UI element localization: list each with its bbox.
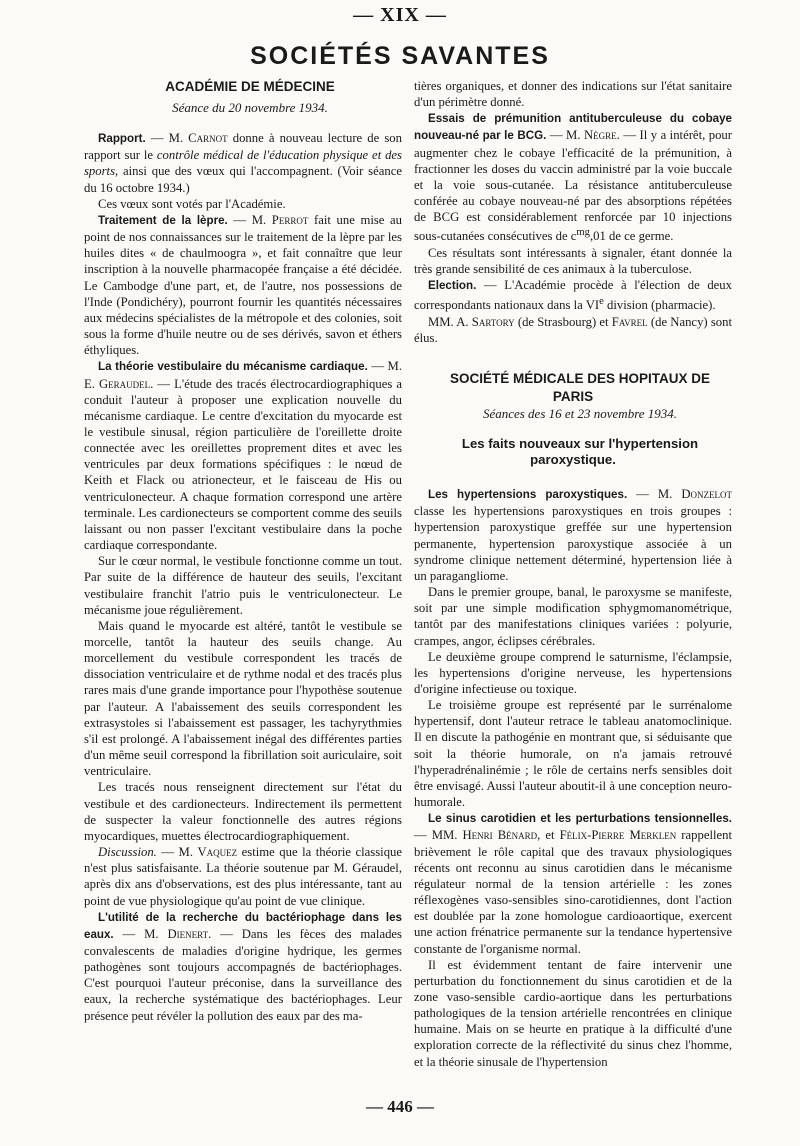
paragraph-premier-groupe: Dans le premier groupe, banal, le paroxysme se manifeste, soit par une simple modification sphygmomanométrique, tantôt par des manifestations cliniques variées : polyurie, crampes, angor, éclipses cérébrales. bbox=[414, 585, 732, 648]
paragraph-coeur-normal: Sur le cœur normal, le vestibule fonctionne comme un tout. Par suite de la différence de hauteur des seuils, l'excitant vestibulaire franchit l'atrio puis le ventriculonecteur. Le mécanisme joue régulièrement. bbox=[84, 554, 402, 617]
paragraph-bacteriophage bbox=[84, 909, 402, 1024]
session-date: Séance du 20 novembre 1934. bbox=[172, 100, 328, 115]
text: classe les hypertensions paroxystiques en trois groupes : hypertension paroxystique greffée sur une hypertension permanente, hypertension paroxystique associée à un syndrome clinique nettement déterminé, hypertension liée à un paragangliome. bbox=[414, 504, 732, 583]
text: — M. bbox=[627, 487, 682, 502]
paragraph-vestibulaire bbox=[84, 358, 402, 553]
text: . — Il y a intérêt, pour augmenter chez le cobaye l'efficacité de la prémunition, à fractionner les doses du vaccin administré par la voie buccale et la voie sous-cutanée. La résistance antituberculeuse conférée au cobaye nouveau-né par des absorptions répétées de BCG est considérablement renforcée par 10 injections sous-cutanées consécutives de c bbox=[414, 128, 733, 244]
paragraph-elus bbox=[414, 314, 732, 346]
text: — M. bbox=[113, 926, 168, 941]
right-column bbox=[414, 78, 732, 1070]
paragraph-perturbation: Il est évidemment tentant de faire intervenir une perturbation du fonctionnement du sinus carotidien et de la zone vaso-sensible cardio-aortique dans les perturbations pathologiques de la tension artérielle rencontrées en clinique humaine. Mais on se heurte en pratique à la difficulté d'une exploration correcte de la réflectivité du sinus chez l'homme, et la théorie sinusale de l'hypertension bbox=[414, 957, 732, 1069]
text: — M. bbox=[145, 131, 189, 146]
paragraph-discussion bbox=[84, 844, 402, 909]
paragraph-traces: Les tracés nous renseignent directement sur l'état du vestibule et des cardionecteurs. Indirectement ils permettent de suspecter la valeur fonctionnelle des autres régions myocardiques, muettes électrocardiographiquement. bbox=[84, 780, 402, 843]
paragraph-resultats: Ces résultats sont intéressants à signaler, étant donnée la très grande sensibilité de ces animaux à la tuberculose. bbox=[414, 245, 732, 276]
author-name: Dienert bbox=[167, 926, 209, 941]
paragraph-continuation: tières organiques, et donner des indications sur l'état sanitaire d'un périmètre donné. bbox=[414, 79, 732, 110]
paragraph-bcg bbox=[414, 110, 732, 244]
paragraph-election bbox=[414, 277, 732, 314]
left-column bbox=[84, 78, 402, 1024]
page-title: SOCIÉTÉS SAVANTES bbox=[250, 42, 550, 70]
superscript: e bbox=[599, 296, 604, 308]
text: — M. bbox=[227, 212, 272, 227]
section-heading-academie: ACADÉMIE DE MÉDECINE bbox=[165, 79, 335, 94]
text: — L'Académie procède à l'élection de deux correspondants nationaux dans la VI bbox=[414, 278, 732, 313]
author-name: Favrel bbox=[611, 314, 648, 329]
runin-title: Essais de prémunition antituberculeuse du cobaye nouveau-né par le BCG. bbox=[414, 112, 732, 143]
text: rappellent brièvement le rôle capital que des travaux physiologiques récents ont reconnu au sinus carotidien dans le mécanisme régulateur normal de la tension artérielle : les zones réflexogènes vaso-sensibles sino-carotidiennes, dont l'action est doublée par la zone homologue cardioaortique, exercent une action frénatrice permanente sur la tendance hypertensive constante de l'organisme normal. bbox=[414, 828, 732, 956]
folio-header: — XIX — bbox=[353, 4, 447, 26]
paragraph-troisieme-groupe: Le troisième groupe est représenté par le surrénalome hypertensif, dont l'auteur retrace le tableau anatomoclinique. Il en discute la pathogénie en montrant que, si séduisante que soit la théorie humorale, on n'a jamais retrouvé l'hyperadrénalinémie ; le rôle de certains nerfs sensibles doit être envisagé. Aussi l'auteur aboutit-il à une conception neuro-humorale. bbox=[414, 698, 732, 810]
paragraph-sinus-carotidien bbox=[414, 810, 732, 956]
paragraph-lepre bbox=[84, 212, 402, 358]
text: — MM. bbox=[414, 828, 463, 843]
italic-title: Discussion. bbox=[98, 845, 157, 860]
subsection-heading: Les faits nouveaux sur l'hypertension paroxystique. bbox=[461, 436, 699, 468]
runin-title: La théorie vestibulaire du mécanisme cardiaque. bbox=[98, 360, 368, 374]
text: MM. A. bbox=[428, 314, 472, 329]
paragraph-deuxieme-groupe: Le deuxième groupe comprend le saturnisme, l'éclampsie, les hypertensions d'origine nerveuse, les hypertensions d'origine infectieuse ou toxique. bbox=[414, 649, 732, 696]
runin-title: Les hypertensions paroxystiques. bbox=[428, 488, 628, 502]
author-name: Donzelot bbox=[681, 487, 732, 502]
runin-title: Le sinus carotidien et les perturbations tensionnelles. bbox=[428, 812, 732, 826]
superscript: mg bbox=[576, 227, 590, 239]
paragraph-voeux: Ces vœux sont votés par l'Académie. bbox=[98, 196, 286, 211]
text: — M. bbox=[156, 845, 198, 860]
text: ,01 de ce germe. bbox=[589, 229, 674, 244]
runin-title: L'utilité de la recherche du bactériophage dans les eaux. bbox=[84, 910, 402, 941]
section-heading-hopitaux: SOCIÉTÉ MÉDICALE DES HOPITAUX DE PARIS bbox=[449, 370, 711, 404]
author-name: Carnot bbox=[188, 131, 228, 146]
text: donne à nouveau lecture de son rapport sur le bbox=[84, 131, 402, 163]
paragraph-rapport bbox=[84, 130, 402, 196]
page-number: — 446 — bbox=[366, 1097, 434, 1116]
text: — M. bbox=[546, 128, 584, 143]
runin-title: Election. bbox=[428, 279, 477, 293]
runin-title: Traitement de la lèpre. bbox=[98, 213, 228, 227]
text: (de Strasbourg) et bbox=[514, 314, 612, 329]
runin-title: Rapport. bbox=[98, 132, 146, 146]
text: ainsi que des vœux qui l'accompagnent. (Voir séance du 16 octobre 1934.) bbox=[84, 164, 402, 195]
text: estime que la théorie classique n'est plus satisfaisante. La théorie soutenue par M. Géraudel, après dix ans d'observations, est des plus intéressante, tant au point de vue physiologique qu'au point de vue clinique. bbox=[84, 845, 403, 908]
text: — M. E. bbox=[84, 359, 403, 391]
text: , et bbox=[537, 828, 560, 843]
text: fait une mise au point de nos connaissances sur le traitement de la lèpre par les huiles dites « de chaulmoogra », et fait connaître que leur inscription à la nouvelle pharmacopée française a été décidée. Le Cambodge d'une part, et, de l'autre, nos possessions de l'Inde (Pondichéry), pourront fournir les quantités nécessaires aux médecins spécialistes de la métropole et des colonies, soit sous la forme d'huile neutre ou de ses dérivés, savon et éthers éthyliques. bbox=[84, 212, 403, 358]
text: division (pharmacie). bbox=[603, 298, 716, 313]
text: (de Nancy) sont élus. bbox=[414, 314, 732, 345]
text: . — Dans les fèces des malades convalescents de maladies d'origine hydrique, les germes pathogènes sont toujours accompagnés de bactériophages. C'est pourquoi l'auteur préconise, dans la surveillance des eaux, la recherche systématique des bactériophages. Leur présence peut révéler la pollution des eaux par des ma- bbox=[84, 926, 402, 1023]
author-name: Geraudel bbox=[99, 376, 151, 391]
author-name: Perrot bbox=[271, 212, 309, 227]
author-name: Félix-Pierre Merklen bbox=[559, 828, 677, 843]
author-name: Sartory bbox=[471, 314, 515, 329]
paragraph-hypertensions bbox=[414, 486, 732, 584]
paragraph-myocarde: Mais quand le myocarde est altéré, tantôt le vestibule se morcelle, tantôt la hauteur des seuils change. Au morcellement du vestibule correspondent les tracés de dissociation ventriculaire et de rythme nodal et des tracés plus rares mais d'une grande importance pour l'hypothèse soutenue par l'auteur. A l'abaissement des seuils correspondent les extrasystoles si l'abaissement est passager, les tachyrythmies s'il est prolongé. A l'abaissement inégal des différentes parties d'un même seuil correspond la fibrillation soit auriculaire, soit ventriculaire. bbox=[84, 618, 402, 779]
author-name: Henri Bénard bbox=[462, 828, 538, 843]
text: . — L'étude des tracés électrocardiographiques a conduit l'auteur à proposer une explication nouvelle du mécanisme cardiaque. Le centre d'excitation du myocarde est le vestibule sinusal, région particulière de l'oreillette droite connectée avec les oreillettes proprement dites et avec les ventricules par deux formations spécifiques : le nœud de Keith et Flack ou atrionecteur, et le faisceau de His ou ventriculonecteur. A chaque formation correspond une artère terminale. Les cardionecteurs se comportent comme des seuils laissant ou non passer l'excitant vestibulaire dans la poche cardiaque correspondante. bbox=[84, 376, 402, 553]
author-name: Nègre bbox=[583, 128, 617, 143]
italic-title: contrôle médical de l'éducation physique et des sports, bbox=[84, 148, 402, 179]
session-date: Séances des 16 et 23 novembre 1934. bbox=[482, 405, 678, 421]
author-name: Vaquez bbox=[197, 845, 238, 860]
